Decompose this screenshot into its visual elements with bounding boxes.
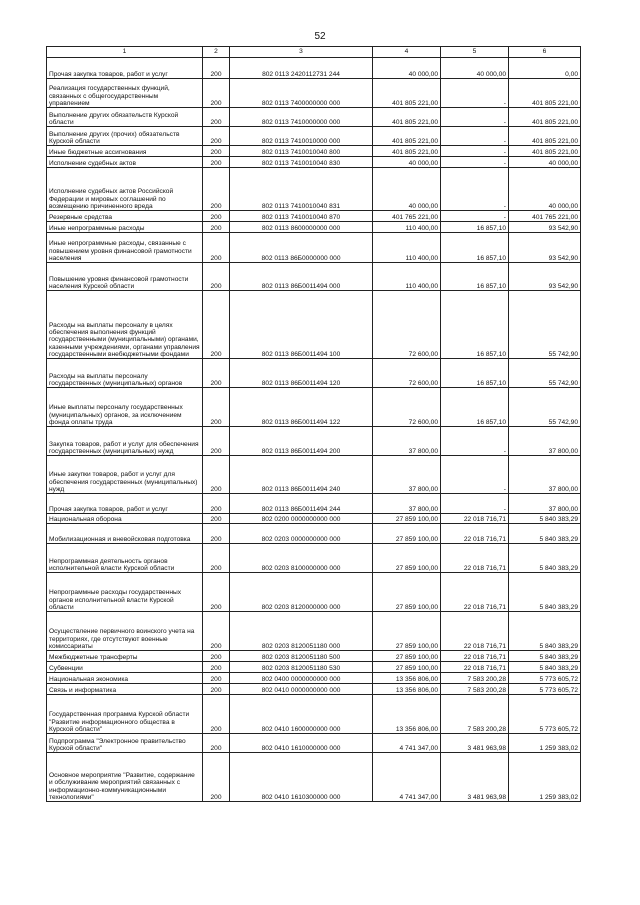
row-code-cell: 802 0113 86Б0000000 000 xyxy=(230,233,373,263)
row-value6-cell: 5 840 383,29 xyxy=(509,514,581,524)
table-row xyxy=(47,734,581,753)
row-value4-cell: 13 356 806,00 xyxy=(373,673,441,684)
row-value5-cell: 40 000,00 xyxy=(441,58,509,79)
row-name-cell: Связь и информатика xyxy=(47,684,203,695)
table-row xyxy=(47,753,581,802)
row-code-cell: 802 0203 8100000000 000 xyxy=(230,544,373,573)
row-value4-cell: 27 859 100,00 xyxy=(373,573,441,612)
column-header: 5 xyxy=(441,47,509,58)
row-value6-cell: 55 742,90 xyxy=(509,291,581,359)
row-name-cell: Иные непрограммные расходы xyxy=(47,222,203,233)
table-row xyxy=(47,544,581,573)
row-value6-cell: 93 542,90 xyxy=(509,263,581,291)
row-value5-cell: 16 857,10 xyxy=(441,263,509,291)
table-row xyxy=(47,388,581,427)
row-column2-cell: 200 xyxy=(203,291,230,359)
row-code-cell: 802 0113 86Б0011494 244 xyxy=(230,494,373,514)
row-value6-cell: 55 742,90 xyxy=(509,359,581,388)
row-value6-cell: 5 773 605,72 xyxy=(509,695,581,734)
row-column2-cell: 200 xyxy=(203,684,230,695)
row-value4-cell: 13 356 806,00 xyxy=(373,695,441,734)
row-value4-cell: 401 805 221,00 xyxy=(373,127,441,146)
table-row xyxy=(47,612,581,651)
row-value6-cell: 55 742,90 xyxy=(509,388,581,427)
row-code-cell: 802 0113 7410010040 870 xyxy=(230,211,373,222)
row-value5-cell: 22 018 716,71 xyxy=(441,651,509,662)
row-name-cell: Основное мероприятие "Развитие, содержание и обслуживание мероприятий связанных с информационно-коммуникационными технологиями" xyxy=(47,753,203,802)
row-code-cell: 802 0113 7400000000 000 xyxy=(230,79,373,108)
table-row xyxy=(47,108,581,127)
row-column2-cell: 200 xyxy=(203,211,230,222)
row-name-cell: Непрограммные расходы государственных органов исполнительной власти Курской области xyxy=(47,573,203,612)
row-name-cell: Реализация государственных функций, связанных с общегосударственным управлением xyxy=(47,79,203,108)
row-name-cell: Прочая закупка товаров, работ и услуг xyxy=(47,494,203,514)
row-value4-cell: 401 765 221,00 xyxy=(373,211,441,222)
row-code-cell: 802 0410 1600000000 000 xyxy=(230,695,373,734)
row-value6-cell: 5 773 605,72 xyxy=(509,684,581,695)
row-code-cell: 802 0203 8120051180 500 xyxy=(230,651,373,662)
row-name-cell: Исполнение судебных актов Российской Федерации и мировых соглашений по возмещению причиненного вреда xyxy=(47,168,203,211)
row-column2-cell: 200 xyxy=(203,388,230,427)
row-value5-cell: 3 481 963,98 xyxy=(441,734,509,753)
row-value4-cell: 40 000,00 xyxy=(373,58,441,79)
row-column2-cell: 200 xyxy=(203,651,230,662)
table-row xyxy=(47,673,581,684)
table-row xyxy=(47,211,581,222)
row-value5-cell: - xyxy=(441,157,509,168)
table-header-row xyxy=(47,47,581,58)
row-code-cell: 802 0410 1610000000 000 xyxy=(230,734,373,753)
row-value4-cell: 401 805 221,00 xyxy=(373,146,441,157)
row-value4-cell: 37 800,00 xyxy=(373,427,441,456)
row-column2-cell: 200 xyxy=(203,514,230,524)
row-code-cell: 802 0203 8120051180 530 xyxy=(230,662,373,673)
row-code-cell: 802 0113 7410000000 000 xyxy=(230,108,373,127)
page-number: 52 xyxy=(314,31,326,42)
row-column2-cell: 200 xyxy=(203,222,230,233)
row-column2-cell: 200 xyxy=(203,168,230,211)
row-value5-cell: 16 857,10 xyxy=(441,291,509,359)
row-code-cell: 802 0113 86Б0011494 000 xyxy=(230,263,373,291)
row-value4-cell: 27 859 100,00 xyxy=(373,662,441,673)
row-value4-cell: 40 000,00 xyxy=(373,157,441,168)
table-row xyxy=(47,651,581,662)
row-value6-cell: 401 805 221,00 xyxy=(509,127,581,146)
row-column2-cell: 200 xyxy=(203,58,230,79)
row-value6-cell: 5 840 383,29 xyxy=(509,524,581,544)
row-value6-cell: 5 840 383,29 xyxy=(509,544,581,573)
row-value4-cell: 13 356 806,00 xyxy=(373,684,441,695)
row-value5-cell: - xyxy=(441,168,509,211)
row-column2-cell: 200 xyxy=(203,612,230,651)
row-name-cell: Осуществление первичного воинского учета на территориях, где отсутствуют военные комиссариаты xyxy=(47,612,203,651)
column-header: 4 xyxy=(373,47,441,58)
row-value6-cell: 93 542,90 xyxy=(509,233,581,263)
row-name-cell: Государственная программа Курской области "Развитие информационного общества в Курской области" xyxy=(47,695,203,734)
row-name-cell: Национальная оборона xyxy=(47,514,203,524)
row-code-cell: 802 0410 1610300000 000 xyxy=(230,753,373,802)
row-column2-cell: 200 xyxy=(203,157,230,168)
table-row xyxy=(47,168,581,211)
row-value5-cell: 16 857,10 xyxy=(441,233,509,263)
row-value4-cell: 37 800,00 xyxy=(373,494,441,514)
row-value5-cell: 22 018 716,71 xyxy=(441,612,509,651)
table-row xyxy=(47,427,581,456)
row-value4-cell: 27 859 100,00 xyxy=(373,544,441,573)
budget-table xyxy=(46,46,581,802)
row-value5-cell: - xyxy=(441,79,509,108)
table-row xyxy=(47,573,581,612)
row-value5-cell: - xyxy=(441,146,509,157)
row-name-cell: Прочая закупка товаров, работ и услуг xyxy=(47,58,203,79)
row-value6-cell: 5 840 383,29 xyxy=(509,573,581,612)
row-code-cell: 802 0203 8120000000 000 xyxy=(230,573,373,612)
column-header: 6 xyxy=(509,47,581,58)
row-name-cell: Выполнение других (прочих) обязательств Курской области xyxy=(47,127,203,146)
row-code-cell: 802 0113 86Б0011494 240 xyxy=(230,456,373,494)
row-value4-cell: 72 600,00 xyxy=(373,359,441,388)
row-code-cell: 802 0113 86Б0011494 200 xyxy=(230,427,373,456)
row-value4-cell: 27 859 100,00 xyxy=(373,612,441,651)
row-value6-cell: 1 259 383,02 xyxy=(509,753,581,802)
row-name-cell: Мобилизационная и вневойсковая подготовка xyxy=(47,524,203,544)
row-value4-cell: 401 805 221,00 xyxy=(373,108,441,127)
row-value4-cell: 110 400,00 xyxy=(373,222,441,233)
column-header: 3 xyxy=(230,47,373,58)
row-column2-cell: 200 xyxy=(203,673,230,684)
row-column2-cell: 200 xyxy=(203,662,230,673)
table-row xyxy=(47,157,581,168)
row-value5-cell: - xyxy=(441,127,509,146)
row-code-cell: 802 0113 8600000000 000 xyxy=(230,222,373,233)
row-value4-cell: 401 805 221,00 xyxy=(373,79,441,108)
row-value5-cell: 16 857,10 xyxy=(441,222,509,233)
column-header: 1 xyxy=(47,47,203,58)
row-name-cell: Межбюджетные трансферты xyxy=(47,651,203,662)
row-value4-cell: 27 859 100,00 xyxy=(373,524,441,544)
row-value4-cell: 40 000,00 xyxy=(373,168,441,211)
row-column2-cell: 200 xyxy=(203,108,230,127)
row-value5-cell: 22 018 716,71 xyxy=(441,514,509,524)
row-value4-cell: 27 859 100,00 xyxy=(373,514,441,524)
row-value6-cell: 401 805 221,00 xyxy=(509,146,581,157)
row-value4-cell: 4 741 347,00 xyxy=(373,734,441,753)
table-row xyxy=(47,684,581,695)
row-code-cell: 802 0113 86Б0011494 120 xyxy=(230,359,373,388)
row-value5-cell: 3 481 963,98 xyxy=(441,753,509,802)
row-column2-cell: 200 xyxy=(203,734,230,753)
table-row xyxy=(47,263,581,291)
row-name-cell: Расходы на выплаты персоналу государственных (муниципальных) органов xyxy=(47,359,203,388)
row-value5-cell: - xyxy=(441,456,509,494)
row-name-cell: Выполнение других обязательств Курской области xyxy=(47,108,203,127)
row-code-cell: 802 0400 0000000000 000 xyxy=(230,673,373,684)
row-value5-cell: 7 583 200,28 xyxy=(441,695,509,734)
row-value6-cell: 0,00 xyxy=(509,58,581,79)
row-name-cell: Непрограммная деятельность органов исполнительной власти Курской области xyxy=(47,544,203,573)
table-row xyxy=(47,524,581,544)
table-row xyxy=(47,695,581,734)
row-name-cell: Исполнение судебных актов xyxy=(47,157,203,168)
row-value5-cell: 7 583 200,28 xyxy=(441,673,509,684)
row-value5-cell: 16 857,10 xyxy=(441,359,509,388)
row-name-cell: Расходы на выплаты персоналу в целях обеспечения выполнения функций государственными (муниципальными) органами, казенными учреждениями, органами управления государственными внебюджетными фондами xyxy=(47,291,203,359)
table-row xyxy=(47,233,581,263)
table-row xyxy=(47,662,581,673)
row-code-cell: 802 0113 2420112731 244 xyxy=(230,58,373,79)
row-value5-cell: 22 018 716,71 xyxy=(441,662,509,673)
row-value6-cell: 37 800,00 xyxy=(509,494,581,514)
row-code-cell: 802 0113 86Б0011494 122 xyxy=(230,388,373,427)
row-column2-cell: 200 xyxy=(203,753,230,802)
row-value6-cell: 1 259 383,02 xyxy=(509,734,581,753)
row-value4-cell: 72 600,00 xyxy=(373,291,441,359)
row-column2-cell: 200 xyxy=(203,146,230,157)
row-code-cell: 802 0113 7410010040 831 xyxy=(230,168,373,211)
table-row xyxy=(47,494,581,514)
row-column2-cell: 200 xyxy=(203,263,230,291)
row-column2-cell: 200 xyxy=(203,233,230,263)
row-value6-cell: 5 840 383,29 xyxy=(509,651,581,662)
row-value6-cell: 5 773 605,72 xyxy=(509,673,581,684)
row-value4-cell: 110 400,00 xyxy=(373,263,441,291)
row-name-cell: Субвенции xyxy=(47,662,203,673)
row-value4-cell: 27 859 100,00 xyxy=(373,651,441,662)
table-row xyxy=(47,359,581,388)
row-name-cell: Резервные средства xyxy=(47,211,203,222)
row-name-cell: Национальная экономика xyxy=(47,673,203,684)
row-column2-cell: 200 xyxy=(203,524,230,544)
row-name-cell: Иные выплаты персоналу государственных (муниципальных) органов, за исключением фонда оплаты труда xyxy=(47,388,203,427)
row-column2-cell: 200 xyxy=(203,127,230,146)
row-code-cell: 802 0203 0000000000 000 xyxy=(230,524,373,544)
row-name-cell: Иные непрограммные расходы, связанные с повышением уровня финансовой грамотности населения xyxy=(47,233,203,263)
row-column2-cell: 200 xyxy=(203,456,230,494)
table-row xyxy=(47,514,581,524)
row-column2-cell: 200 xyxy=(203,573,230,612)
table-row xyxy=(47,456,581,494)
row-value6-cell: 401 805 221,00 xyxy=(509,108,581,127)
row-code-cell: 802 0113 86Б0011494 100 xyxy=(230,291,373,359)
row-code-cell: 802 0203 8120051180 000 xyxy=(230,612,373,651)
table-row xyxy=(47,58,581,79)
row-value4-cell: 4 741 347,00 xyxy=(373,753,441,802)
row-column2-cell: 200 xyxy=(203,544,230,573)
row-value6-cell: 37 800,00 xyxy=(509,456,581,494)
row-value6-cell: 401 765 221,00 xyxy=(509,211,581,222)
row-value5-cell: - xyxy=(441,494,509,514)
table-row xyxy=(47,222,581,233)
table-row xyxy=(47,146,581,157)
row-value6-cell: 5 840 383,29 xyxy=(509,612,581,651)
row-value4-cell: 110 400,00 xyxy=(373,233,441,263)
row-name-cell: Подпрограмма "Электронное правительство Курской области" xyxy=(47,734,203,753)
row-value6-cell: 37 800,00 xyxy=(509,427,581,456)
row-value5-cell: - xyxy=(441,108,509,127)
row-code-cell: 802 0410 0000000000 000 xyxy=(230,684,373,695)
row-column2-cell: 200 xyxy=(203,427,230,456)
row-value5-cell: 22 018 716,71 xyxy=(441,524,509,544)
row-name-cell: Закупка товаров, работ и услуг для обеспечения государственных (муниципальных) нужд xyxy=(47,427,203,456)
row-value5-cell: 16 857,10 xyxy=(441,388,509,427)
row-value5-cell: 22 018 716,71 xyxy=(441,544,509,573)
row-value5-cell: - xyxy=(441,427,509,456)
table-row xyxy=(47,291,581,359)
row-value6-cell: 5 840 383,29 xyxy=(509,662,581,673)
row-code-cell: 802 0113 7410010040 830 xyxy=(230,157,373,168)
row-value6-cell: 40 000,00 xyxy=(509,168,581,211)
row-code-cell: 802 0200 0000000000 000 xyxy=(230,514,373,524)
row-value6-cell: 40 000,00 xyxy=(509,157,581,168)
table-body xyxy=(47,58,581,802)
row-code-cell: 802 0113 7410010000 000 xyxy=(230,127,373,146)
row-name-cell: Повышение уровня финансовой грамотности населения Курской области xyxy=(47,263,203,291)
row-value6-cell: 93 542,90 xyxy=(509,222,581,233)
row-name-cell: Иные закупки товаров, работ и услуг для обеспечения государственных (муниципальных) нужд xyxy=(47,456,203,494)
row-value6-cell: 401 805 221,00 xyxy=(509,79,581,108)
row-value4-cell: 72 600,00 xyxy=(373,388,441,427)
row-name-cell: Иные бюджетные ассигнования xyxy=(47,146,203,157)
row-value5-cell: 22 018 716,71 xyxy=(441,573,509,612)
table-row xyxy=(47,79,581,108)
column-header: 2 xyxy=(203,47,230,58)
row-value5-cell: - xyxy=(441,211,509,222)
row-value4-cell: 37 800,00 xyxy=(373,456,441,494)
row-column2-cell: 200 xyxy=(203,359,230,388)
row-column2-cell: 200 xyxy=(203,695,230,734)
table-row xyxy=(47,127,581,146)
row-value5-cell: 7 583 200,28 xyxy=(441,684,509,695)
row-column2-cell: 200 xyxy=(203,494,230,514)
row-column2-cell: 200 xyxy=(203,79,230,108)
row-code-cell: 802 0113 7410010040 800 xyxy=(230,146,373,157)
